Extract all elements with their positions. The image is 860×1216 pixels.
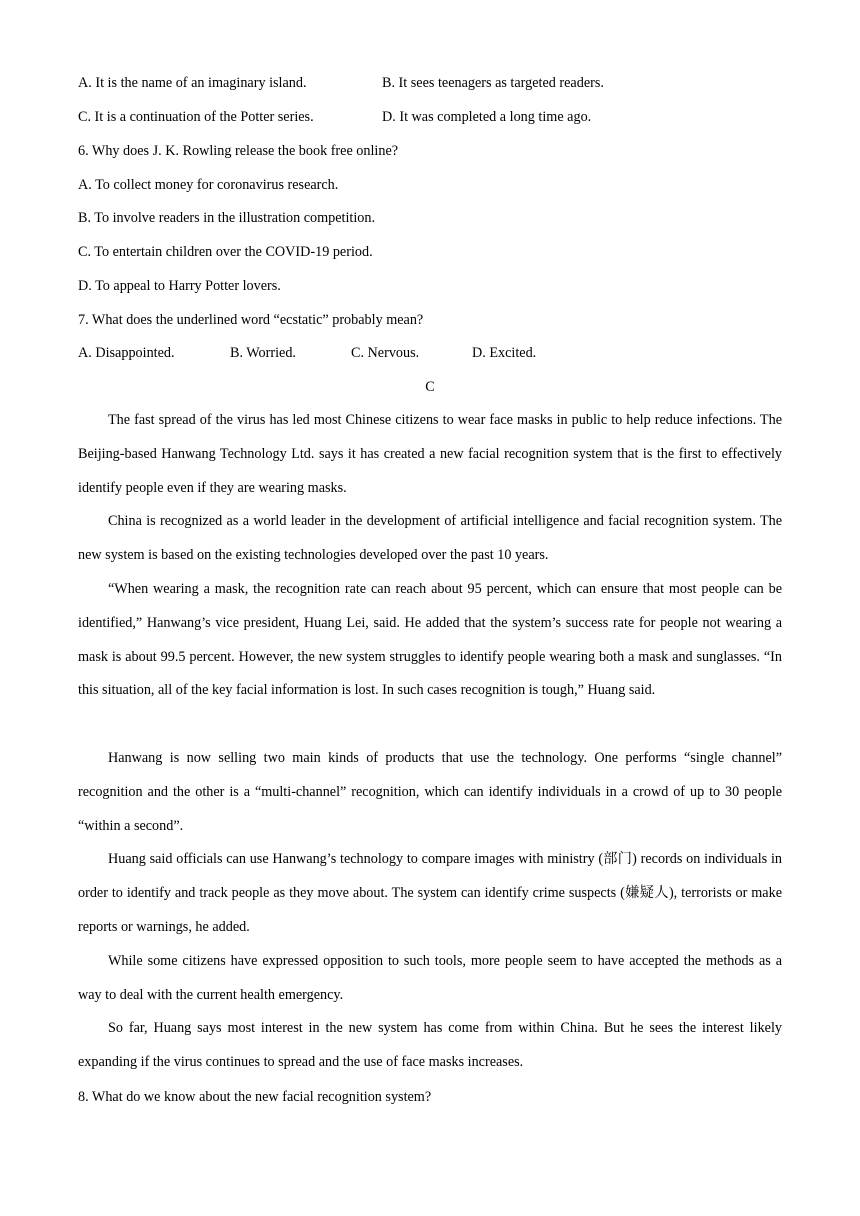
section-heading: C (425, 379, 435, 395)
q5-option-b: B. It sees teenagers as targeted readers. (382, 75, 604, 91)
q7-option-c: C. Nervous. (351, 345, 420, 361)
q7-option-a: A. Disappointed. (78, 345, 175, 361)
q6-stem: 6. Why does J. K. Rowling release the book free online? (78, 143, 399, 159)
q5-option-a: A. It is the name of an imaginary island. (78, 75, 307, 91)
q7-stem: 7. What does the underlined word “ecstatic” probably mean? (78, 312, 424, 328)
q5-option-c: C. It is a continuation of the Potter series. (78, 109, 314, 125)
passage-paragraph-6: While some citizens have expressed opposition to such tools, more people seem to have accepted the methods as a way to deal with the current health emergency. (78, 953, 782, 1003)
passage-paragraph-4: Hanwang is now selling two main kinds of products that use the technology. One performs “single channel” recognition and the other is a “multi-channel” recognition, which can identify individuals in a crowd of up to 30 people “within a second”. (78, 750, 782, 834)
q6-option-b: B. To involve readers in the illustration competition. (78, 210, 376, 226)
q6-option-c: C. To entertain children over the COVID-19 period. (78, 244, 373, 260)
q7-option-d: D. Excited. (472, 345, 537, 361)
passage-paragraph-2: China is recognized as a world leader in the development of artificial intelligence and facial recognition system. The new system is based on the existing technologies developed over the past 10 years. (78, 513, 782, 563)
q5-option-d: D. It was completed a long time ago. (382, 109, 592, 125)
passage-paragraph-5: Huang said officials can use Hanwang’s technology to compare images with ministry (部门) records on individuals in order to identify and track people as they move about. The system can identify crime suspects (嫌疑人), terrorists or make reports or warnings, he added. (78, 851, 782, 935)
q7-option-b: B. Worried. (230, 345, 296, 361)
passage-paragraph-3: “When wearing a mask, the recognition rate can reach about 95 percent, which can ensure that most people can be identified,” Hanwang’s vice president, Huang Lei, said. He added that the system’s success rate for people not wearing a mask is about 99.5 percent. However, the new system struggles to identify people wearing both a mask and sunglasses. “In this situation, all of the key facial information is lost. In such cases recognition is tough,” Huang said. (78, 581, 782, 699)
q6-option-a: A. To collect money for coronavirus research. (78, 177, 339, 193)
passage-paragraph-7: So far, Huang says most interest in the new system has come from within China. But he sees the interest likely expanding if the virus continues to spread and the use of face masks increases. (78, 1020, 782, 1070)
q8-stem: 8. What do we know about the new facial recognition system? (78, 1089, 432, 1105)
passage-paragraph-1: The fast spread of the virus has led most Chinese citizens to wear face masks in public to help reduce infections. The Beijing-based Hanwang Technology Ltd. says it has created a new facial recognition system that is the first to effectively identify people even if they are wearing masks. (78, 412, 782, 496)
q6-option-d: D. To appeal to Harry Potter lovers. (78, 278, 281, 294)
